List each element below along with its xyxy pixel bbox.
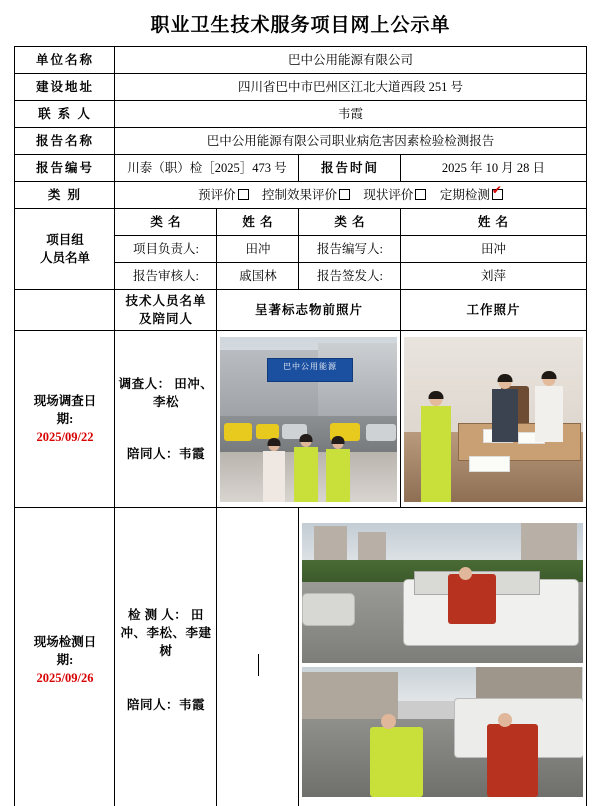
detection-staff-cell [115, 508, 217, 806]
detection-date-label-line1: 现场检测日 [33, 635, 97, 650]
category-option-control-effect[interactable]: 控制效果评价 [262, 186, 350, 204]
photo-header-staff [115, 290, 217, 331]
detection-date-value: 2025/09/26 [36, 671, 94, 686]
survey-meeting-photo [404, 337, 582, 502]
photo-header-staff-line1: 技术人员名单 [125, 294, 207, 308]
category-options [115, 182, 586, 209]
team-name1-row1: 田冲 [217, 236, 299, 263]
photo-header-staff-line2: 及陪同人 [138, 312, 193, 327]
team-name1-row2: 戚国林 [217, 263, 299, 290]
checkbox-pre-evaluation[interactable] [238, 189, 249, 200]
survey-sign-photo-cell [217, 331, 401, 508]
unit-name-value: 巴中公用能源有限公司 [115, 47, 586, 74]
team-col-role2: 类 名 [299, 209, 401, 236]
contact-value: 韦霞 [115, 101, 586, 128]
photo-worker-vest-head [381, 714, 396, 729]
team-col-role1: 类 名 [115, 209, 217, 236]
table-row-survey [15, 331, 586, 508]
survey-date-label-line2: 期: [56, 412, 74, 427]
worker-detection-photo [302, 667, 582, 797]
site-sign-photo [220, 337, 397, 502]
table-row-team-header [15, 209, 586, 236]
detection-date-cell [15, 508, 115, 806]
company-sign: 巴中公用能源 [267, 358, 354, 381]
category-label: 类 别 [15, 182, 115, 209]
report-date-value: 2025 年 10 月 28 日 [401, 155, 586, 182]
team-name2-row1: 田冲 [401, 236, 586, 263]
detection-photo-cell [299, 508, 586, 806]
photo-car-2 [366, 424, 396, 441]
survey-escort: 陪同人：韦霞 [126, 447, 205, 462]
table-row-contact [15, 101, 586, 128]
survey-date-label-line1: 现场调查日 [33, 394, 97, 409]
photo-person-seated-1 [490, 376, 520, 442]
report-name-label: 报告名称 [15, 128, 115, 155]
engine-bay-detection-photo [302, 523, 582, 663]
table-row-category [15, 182, 586, 209]
survey-investigators: 调查人： 田冲、李松 [118, 377, 214, 410]
team-section-label-line2: 人员名单 [39, 251, 90, 265]
detection-date-label-line2: 期: [56, 653, 74, 668]
team-role1-row2: 报告审核人: [115, 263, 217, 290]
table-row-address [15, 74, 586, 101]
photo-header-sign: 呈著标志物前照片 [217, 290, 401, 331]
report-date-label: 报告时间 [299, 155, 401, 182]
table-row-detection [15, 508, 586, 806]
photo-building-left [302, 672, 397, 719]
text-caret [258, 654, 259, 676]
contact-label: 联 系 人 [15, 101, 115, 128]
team-section-label-line1: 项目组 [46, 232, 84, 247]
page-title: 职业卫生技术服务项目网上公示单 [150, 15, 451, 36]
disclosure-table [14, 46, 586, 806]
photo-worker-redsuit [487, 724, 537, 797]
photo-person-3 [323, 438, 353, 502]
table-row-report-name [15, 128, 586, 155]
photo-paper-3 [469, 456, 510, 473]
category-option-pre-evaluation[interactable]: 预评价 [198, 186, 249, 204]
photo-header-work: 工作照片 [401, 290, 586, 331]
checkbox-status-evaluation[interactable] [415, 189, 426, 200]
photo-header-blank [15, 290, 115, 331]
photo-worker-red [448, 574, 496, 624]
survey-staff-cell [115, 331, 217, 508]
checkbox-control-effect[interactable] [339, 189, 350, 200]
team-section-label [15, 209, 115, 290]
table-row-unit-name [15, 47, 586, 74]
table-row-report-no [15, 155, 586, 182]
team-name2-row2: 刘萍 [401, 263, 586, 290]
photo-vehicle-side [302, 593, 354, 626]
team-col-name2: 姓 名 [401, 209, 586, 236]
address-value: 四川省巴中市巴州区江北大道西段 251 号 [115, 74, 586, 101]
photo-worker-vest [370, 727, 423, 797]
category-option-periodic-detection[interactable]: 定期检测✔ [440, 186, 503, 204]
team-role2-row1: 报告编写人: [299, 236, 401, 263]
photo-person-1 [259, 440, 289, 502]
unit-name-label: 单位名称 [15, 47, 115, 74]
team-role1-row1: 项目负责人: [115, 236, 217, 263]
team-role2-row2: 报告签发人: [299, 263, 401, 290]
survey-date-cell [15, 331, 115, 508]
address-label: 建设地址 [15, 74, 115, 101]
photo-person-seated-2 [533, 373, 565, 442]
report-no-label: 报告编号 [15, 155, 115, 182]
team-col-name1: 姓 名 [217, 209, 299, 236]
photo-person-2 [291, 436, 321, 502]
report-name-value: 巴中公用能源有限公司职业病危害因素检验检测报告 [115, 128, 586, 155]
photo-taxi-1 [224, 423, 252, 441]
detection-caret-cell [217, 508, 299, 806]
survey-work-photo-cell [401, 331, 586, 508]
category-option-status-evaluation[interactable]: 现状评价 [363, 186, 426, 204]
detection-escort: 陪同人：韦霞 [126, 698, 205, 713]
checkbox-periodic-detection[interactable] [492, 189, 503, 200]
table-row-photo-header [15, 290, 586, 331]
detection-inspectors: 检 测 人： 田冲、李松、李建树 [120, 608, 212, 659]
survey-date-value: 2025/09/22 [36, 430, 94, 445]
photo-worker-head [459, 567, 472, 580]
photo-person-vest [419, 393, 453, 502]
report-no-value: 川泰（职）检［2025］473 号 [115, 155, 299, 182]
